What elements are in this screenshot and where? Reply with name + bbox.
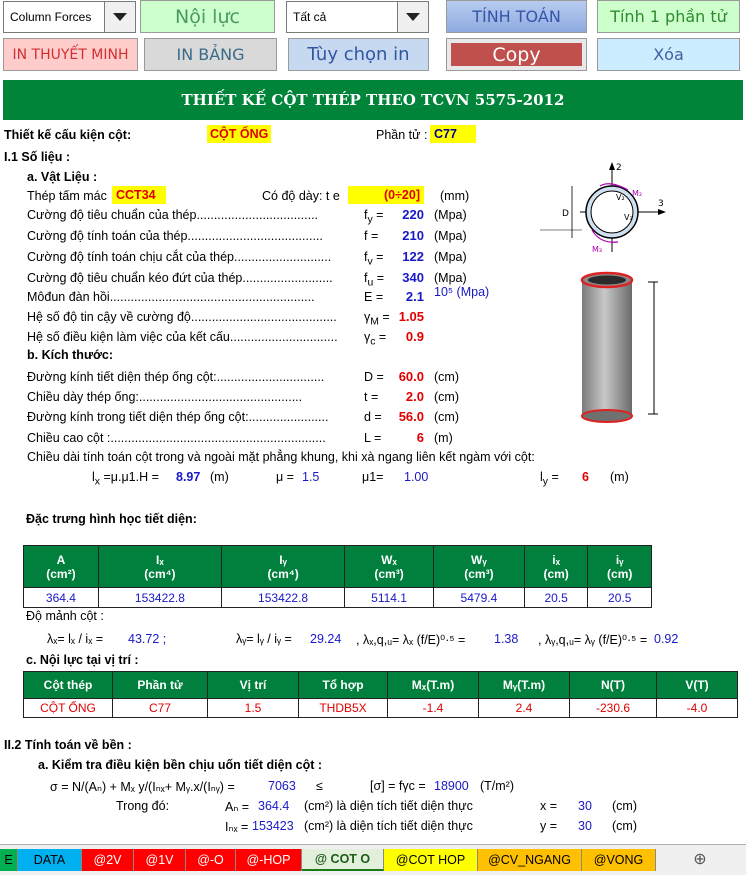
an-label: Aₙ = [225,800,250,814]
geom-header-Iy: Iᵧ (cm⁴) [222,546,345,588]
svg-text:D: D [562,209,569,219]
trong-do-label: Trong đó: [116,799,170,813]
dimension-value: 56.0 [398,409,424,424]
mu-value: 1.5 [302,470,320,484]
thickness-value: (0÷20] [348,186,424,204]
tab-cv-ngang[interactable]: @CV_NGANG [478,849,582,871]
tuy-chon-in-button[interactable]: Tùy chọn in [288,38,429,71]
lambda-x-qu-value: 1.38 [494,632,519,646]
tab-1v[interactable]: @1V [134,849,186,871]
mu1-value: 1.00 [404,470,429,484]
forces-header: Cột thép [24,672,113,699]
bending-check-heading: a. Kiểm tra điều kiện bền chịu uốn tiết diện cột : [38,758,323,772]
geom-cell: 5114.1 [345,588,434,608]
chevron-down-icon[interactable] [104,2,135,32]
dimension-symbol: L = [364,431,382,445]
forces-header: Vị trí [208,672,299,699]
forces-cell: C77 [113,699,208,718]
thickness-label: Có độ dày: t e [262,189,340,203]
material-symbol: $f_u$ = [364,271,385,289]
dimension-unit: (cm) [434,370,459,384]
forces-header: Phần tử [113,672,208,699]
le-symbol: ≤ [316,779,323,793]
geom-header-A: A (cm²) [24,546,99,588]
material-symbol: f = [364,229,379,243]
tab-cot-o[interactable]: @ COT O [302,849,384,871]
mu-label: μ = [276,470,294,484]
tinh-1-phan-tu-button[interactable]: Tính 1 phần tử [597,0,740,33]
geom-cell: 364.4 [24,588,99,608]
allow-unit: (T/m²) [480,779,515,793]
sigma-value: 7063 [268,779,296,793]
ly-unit: (m) [610,470,629,484]
x-value: 30 [578,799,592,813]
material-value: 0.9 [405,329,424,344]
material-unit: (Mpa) [434,250,467,264]
lx-formula: $l_x =\mu.\mu 1.H$ = [92,470,159,488]
material-symbol: $f_y$ = [364,208,384,226]
materials-heading: a. Vật Liệu : [27,170,98,184]
page-title: THIẾT KẾ CỘT THÉP THEO TCVN 5575-2012 [3,80,743,120]
lambda-y-value: 29.24 [310,632,342,646]
design-label: Thiết kế cấu kiện cột: [4,128,132,142]
lx-unit: (m) [210,470,229,484]
svg-text:3: 3 [658,199,664,209]
svg-text:V₃: V₃ [624,213,633,222]
forces-heading: c. Nội lực tại vị trí : [26,653,139,667]
dimension-value: 2.0 [405,389,424,404]
forces-cell: -1.4 [388,699,479,718]
lambda-y-qu-value: 0.92 [654,632,679,646]
inx-desc: (cm²) là diện tích tiết diện thực [304,819,473,833]
forces-header: Mₓ(T.m) [388,672,479,699]
allow-expr: [σ] = fγc = [370,779,426,793]
noi-luc-button[interactable]: Nội lực [140,0,275,33]
ly-value: 6 [582,470,589,484]
geom-header-iy: iᵧ (cm) [588,546,652,588]
forces-table [23,671,738,718]
dimension-label: Đường kính tiết diện thép ống cột:............................... [27,370,325,384]
geom-header-ix: iₓ (cm) [524,546,588,588]
svg-text:M₃: M₃ [592,245,603,254]
forces-cell: CỘT ỐNG [24,699,113,718]
design-value: CỘT ỐNG [207,125,271,143]
xoa-button[interactable]: Xóa [597,38,740,71]
column-forces-combo[interactable] [3,1,136,33]
add-sheet-icon[interactable]: ⊕ [693,851,707,868]
material-label: Cường độ tính toán của thép....................................... [27,229,323,243]
dimension-unit: (cm) [434,390,459,404]
dimension-label: Chiều cao cột :.............................................................. [27,431,326,445]
steel-label: Thép tấm mác [27,189,107,203]
geom-cell: 20.5 [588,588,652,608]
forces-header: V(T) [657,672,738,699]
geom-cell: 153422.8 [98,588,221,608]
x-label: x = [540,799,558,813]
geom-header-Wy: Wᵧ (cm³) [433,546,524,588]
forces-header: Tổ hợp [299,672,388,699]
dimension-value: 60.0 [398,369,424,384]
copy-button[interactable] [446,38,587,71]
material-label: Hệ số điều kiện làm việc của kết cấu............................... [27,330,338,344]
tab-o[interactable]: @-O [186,849,236,871]
geom-heading: Đặc trưng hình học tiết diện: [26,512,197,526]
material-value: 1.05 [398,309,424,324]
tinh-toan-button[interactable]: TÍNH TOÁN [446,0,587,33]
y-value: 30 [578,819,592,833]
tab-data[interactable]: DATA [18,849,82,871]
section-1-1: I.1 Số liệu : [4,150,70,164]
material-value: 220 [402,207,424,222]
geom-cell: 153422.8 [222,588,345,608]
lambda-x-qu-expr: , λₓ,q,ᵤ= λₓ (f/E)⁰·⁵ = [356,633,466,647]
material-symbol: $f_v$ = [364,250,384,268]
svg-text:2: 2 [616,163,622,173]
material-label: Môđun đàn hồi........................................................... [27,290,315,304]
material-unit: (Mpa) [434,208,467,222]
material-value: 122 [402,249,424,264]
cross-section-diagram [520,160,670,260]
element-value: C77 [430,125,476,143]
dims-heading: b. Kích thước: [27,348,113,362]
dimension-label: Chiều dày thép ống:............................................... [27,390,303,404]
copy-label: Copy [451,43,582,66]
element-label: Phần tử : [376,128,428,142]
dimension-symbol: t = [364,390,379,404]
lambda-y-expr: λᵧ= lᵧ / iᵧ = [236,632,292,646]
tab-2v[interactable]: @2V [82,849,134,871]
allow-value: 18900 [434,779,469,793]
lambda-y-qu-expr: , λᵧ,q,ᵤ= λᵧ (f/E)⁰·⁵ = [538,633,648,647]
tab-hop[interactable]: @-HOP [236,849,302,871]
geom-cell: 20.5 [524,588,588,608]
geom-header-Ix: Iₓ (cm⁴) [98,546,221,588]
geom-cell: 5479.4 [433,588,524,608]
dimension-unit: (m) [434,431,453,445]
material-label: Cường độ tiêu chuẩn của thép................................... [27,208,319,222]
tab-e[interactable]: E [0,849,18,871]
y-unit: (cm) [612,819,637,833]
mu1-label: μ1= [362,470,384,484]
an-desc: (cm²) là diện tích tiết diện thực [304,799,473,813]
dimension-label: Đường kính trong tiết diện thép ống cột:....................... [27,410,329,424]
svg-text:V₂: V₂ [616,193,625,202]
steel-value: CCT34 [112,186,166,204]
lx-value: 8.97 [176,470,201,484]
y-label: y = [540,819,558,833]
dimension-unit: (cm) [434,410,459,424]
dimension-symbol: D = [364,370,384,384]
lambda-x-expr: λₓ= lₓ / iₓ = [47,632,104,646]
tab-cot-hop[interactable]: @COT HOP [384,849,478,871]
thickness-unit: (mm) [440,189,470,203]
material-symbol: E = [364,290,384,304]
section-2-2: II.2 Tính toán về bền : [4,738,132,752]
combination-combo[interactable] [286,1,429,33]
combo-value: Tất cả [293,10,327,24]
sigma-expr: σ = N/(Aₙ) + Mₓ y/(Iₙₓ+ Mᵧ.x/(Iₙᵧ) = [50,780,235,794]
forces-cell: -230.6 [570,699,657,718]
calc-length-text: Chiều dài tính toán cột trong và ngoài mặt phẳng khung, khi xà ngang liên kết ngàm với cột: [27,450,535,464]
forces-cell: 2.4 [479,699,570,718]
x-unit: (cm) [612,799,637,813]
tab-vong[interactable]: @VONG [582,849,656,871]
lx-formula-text: =μ.μ1.H = [103,470,159,484]
chevron-down-icon[interactable] [397,2,428,32]
material-label: Cường độ tính toán chịu cắt của thép............................ [27,250,332,264]
geometry-table [23,545,652,608]
forces-cell: 1.5 [208,699,299,718]
material-value: 210 [402,228,424,243]
material-value: 2.1 [405,289,424,304]
in-bang-button[interactable]: IN BẢNG [144,38,277,71]
material-value: 340 [402,270,424,285]
slender-heading: Độ mảnh cột : [26,609,104,623]
sheet-tab-bar [0,844,746,875]
dimension-symbol: d = [364,410,382,424]
forces-header: N(T) [570,672,657,699]
dimension-value: 6 [416,430,424,445]
material-unit: 10⁵ (Mpa) [434,285,490,299]
inx-label: Iₙₓ = [225,820,249,834]
column-3d-diagram [578,268,668,428]
in-thuyet-minh-button[interactable]: IN THUYẾT MINH [3,38,138,71]
lambda-x-value: 43.72 ; [128,632,167,646]
svg-text:M₂: M₂ [632,189,643,198]
combo-value: Column Forces [10,10,92,24]
material-unit: (Mpa) [434,229,467,243]
forces-cell: THDB5X [299,699,388,718]
material-symbol: $\gamma_c$ = [364,330,387,348]
material-label: Cường độ tiêu chuẩn kéo đứt của thép.......................... [27,271,333,285]
geom-header-Wx: Wₓ (cm³) [345,546,434,588]
material-unit: (Mpa) [434,271,467,285]
material-symbol: $\gamma_M$ = [364,310,390,328]
inx-value: 153423 [252,819,294,833]
ly-label: $l_y$ = [540,470,559,488]
forces-cell: -4.0 [657,699,738,718]
forces-header: Mᵧ(T.m) [479,672,570,699]
an-value: 364.4 [258,799,290,813]
material-label: Hệ số độ tin cậy về cường độ.......................................... [27,310,337,324]
